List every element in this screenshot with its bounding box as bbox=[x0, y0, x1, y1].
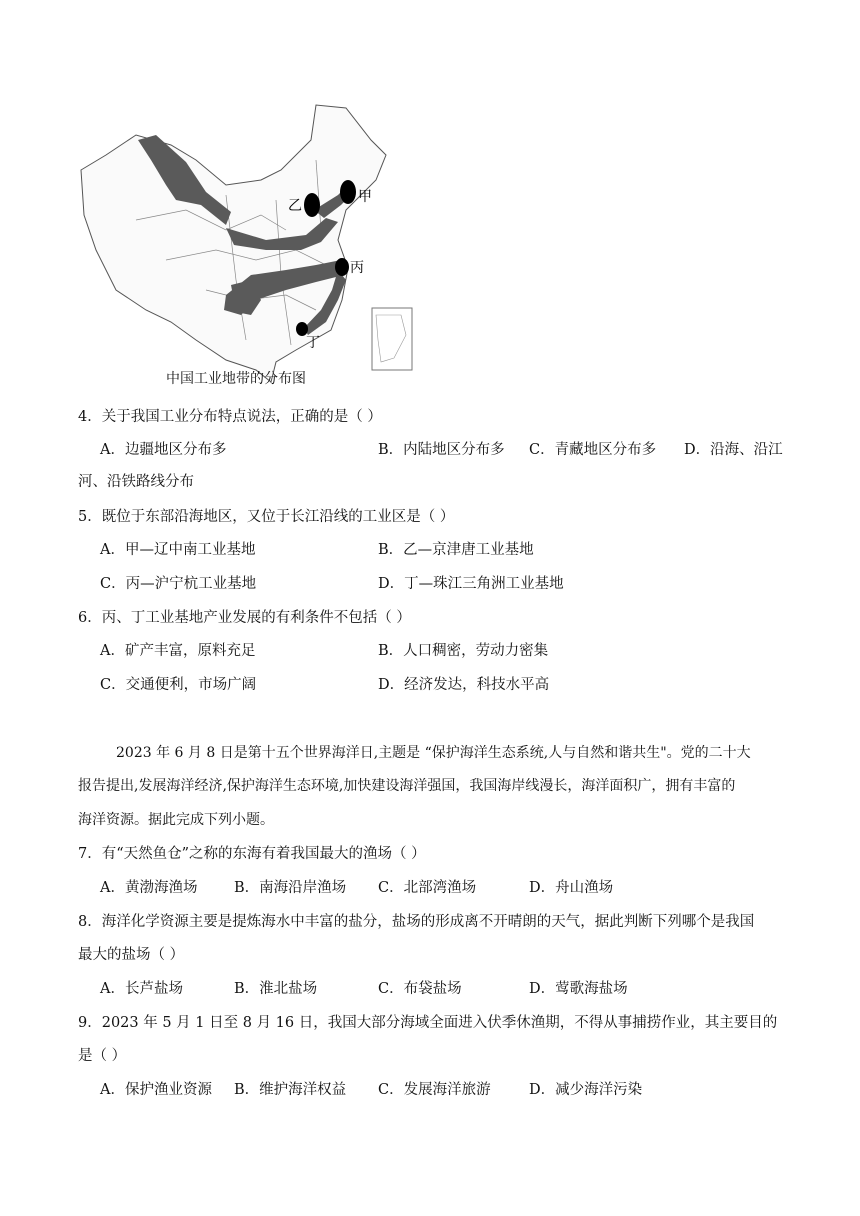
q9-option-c: C．发展海洋旅游 bbox=[378, 1082, 491, 1098]
q5-option-d: D．丁—珠江三角洲工业基地 bbox=[378, 576, 564, 592]
label-yi: 乙 bbox=[288, 197, 302, 213]
passage-line-2: 报告提出,发展海洋经济,保护海洋生态环境,加快建设海洋强国，我国海岸线漫长，海洋面积广，拥有丰富的 bbox=[78, 778, 736, 794]
passage-line-1: 2023 年 6 月 8 日是第十五个世界海洋日,主题是 “保护海洋生态系统,人与自然和谐共生"。党的二十大 bbox=[116, 745, 751, 761]
q9-option-b: B．维护海洋权益 bbox=[234, 1082, 347, 1098]
q8-option-c: C．布袋盐场 bbox=[378, 981, 462, 997]
q4-option-d: D．沿海、沿江 bbox=[684, 442, 783, 458]
q8-option-b: B．淮北盐场 bbox=[234, 981, 318, 997]
question-8-stem-cont: 最大的盐场（ ） bbox=[78, 947, 185, 963]
q4-option-a: A．边疆地区分布多 bbox=[100, 442, 227, 458]
question-9-stem-cont: 是（ ） bbox=[78, 1048, 127, 1064]
q6-option-a: A．矿产丰富，原料充足 bbox=[100, 643, 256, 659]
label-jia: 甲 bbox=[358, 188, 372, 204]
q8-option-a: A．长芦盐场 bbox=[100, 981, 183, 997]
question-9-stem: 9．2023 年 5 月 1 日至 8 月 16 日，我国大部分海域全面进入伏季休渔期，不得从事捕捞作业，其主要目的 bbox=[78, 1015, 778, 1031]
q7-option-c: C．北部湾渔场 bbox=[378, 880, 477, 896]
q7-option-b: B．南海沿岸渔场 bbox=[234, 880, 347, 896]
q4-option-c: C．青藏地区分布多 bbox=[529, 442, 657, 458]
label-ding: 丁 bbox=[306, 334, 320, 350]
q5-option-a: A．甲—辽中南工业基地 bbox=[100, 542, 256, 558]
label-bing: 丙 bbox=[350, 259, 364, 275]
map-caption: 中国工业地带的分布图 bbox=[166, 371, 306, 387]
q6-option-d: D．经济发达，科技水平高 bbox=[378, 677, 550, 693]
question-6-stem: 6．丙、丁工业基地产业发展的有利条件不包括（ ） bbox=[78, 610, 411, 626]
marker-yi bbox=[304, 193, 320, 217]
question-5-stem: 5．既位于东部沿海地区，又位于长江沿线的工业区是（ ） bbox=[78, 509, 455, 525]
marker-bing bbox=[335, 258, 349, 276]
q4-option-b: B．内陆地区分布多 bbox=[378, 442, 505, 458]
question-7-stem: 7．有“天然鱼仓”之称的东海有着我国最大的渔场（ ） bbox=[78, 846, 426, 862]
china-industrial-map bbox=[76, 100, 426, 400]
map-graphic bbox=[76, 100, 426, 400]
q5-option-c: C．丙—沪宁杭工业基地 bbox=[100, 576, 257, 592]
q6-option-b: B．人口稠密，劳动力密集 bbox=[378, 643, 549, 659]
q7-option-d: D．舟山渔场 bbox=[529, 880, 614, 896]
q8-option-d: D．莺歌海盐场 bbox=[529, 981, 628, 997]
q4-option-d-cont: 河、沿铁路线分布 bbox=[78, 474, 194, 490]
q9-option-a: A．保护渔业资源 bbox=[100, 1082, 212, 1098]
question-4-stem: 4．关于我国工业分布特点说法，正确的是（ ） bbox=[78, 409, 382, 425]
marker-jia bbox=[340, 180, 356, 204]
q6-option-c: C．交通便利，市场广阔 bbox=[100, 677, 257, 693]
passage-line-3: 海洋资源。据此完成下列小题。 bbox=[78, 812, 274, 828]
question-8-stem: 8．海洋化学资源主要是提炼海水中丰富的盐分，盐场的形成离不开晴朗的天气，据此判断下列哪个是我国 bbox=[78, 914, 755, 930]
q9-option-d: D．减少海洋污染 bbox=[529, 1082, 643, 1098]
q5-option-b: B．乙—京津唐工业基地 bbox=[378, 542, 534, 558]
q7-option-a: A．黄渤海渔场 bbox=[100, 880, 198, 896]
